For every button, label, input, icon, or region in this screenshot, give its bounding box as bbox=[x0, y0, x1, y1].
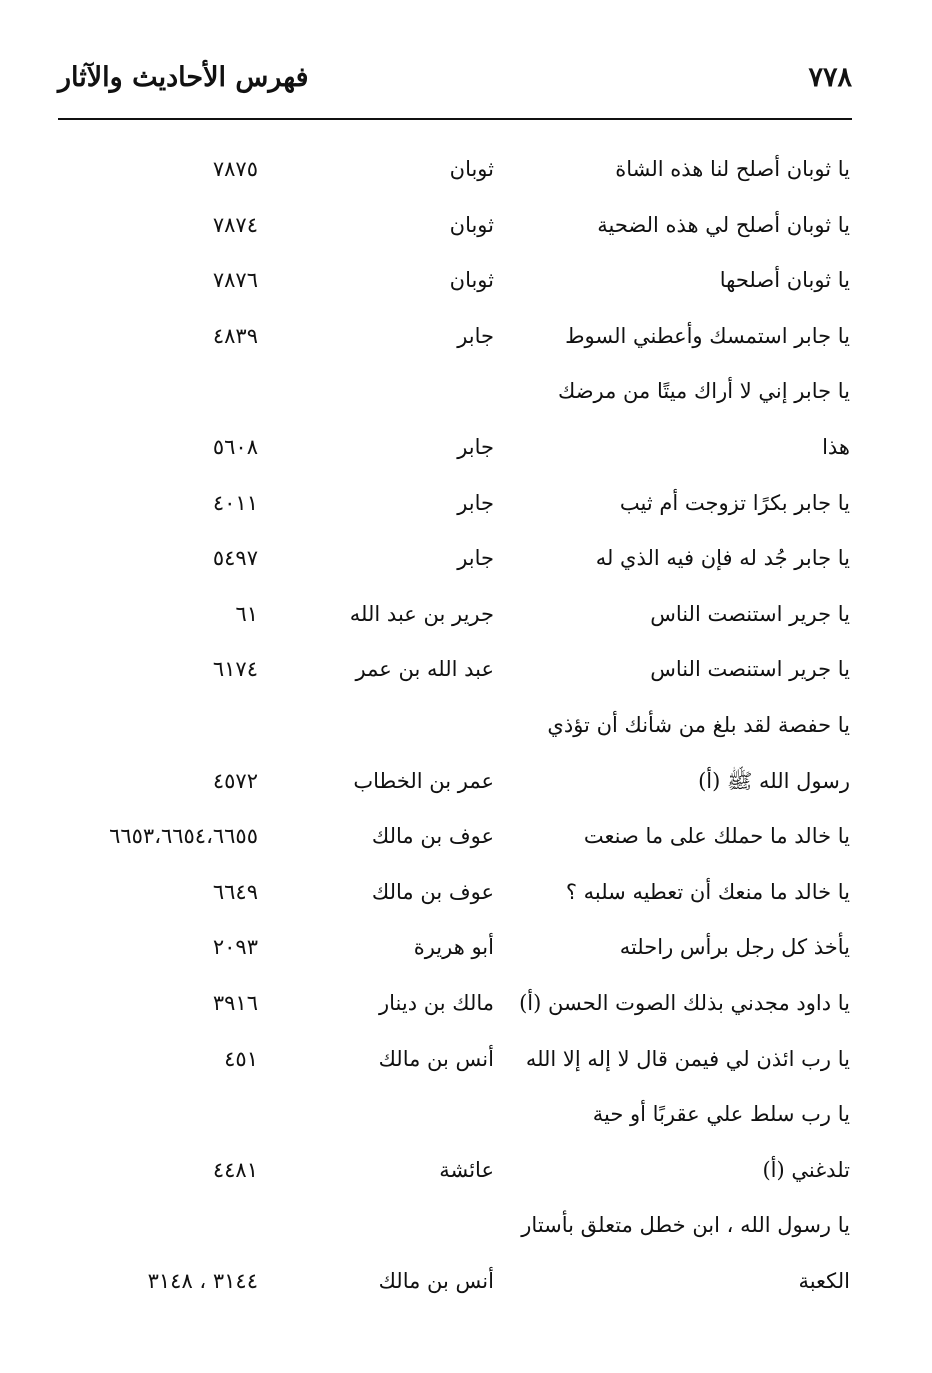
hadith-number: ٤٥١ bbox=[224, 1046, 258, 1071]
hadith-number: ٥٦٠٨ bbox=[212, 434, 258, 459]
narrator: جابر bbox=[457, 434, 494, 459]
narrator: جرير بن عبد الله bbox=[349, 601, 494, 626]
hadith-text: يا جابر استمسك وأعطني السوط bbox=[565, 323, 850, 348]
page-header bbox=[58, 62, 852, 110]
index-row bbox=[0, 1198, 932, 1254]
hadith-text: يا جابر جُد له فإن فيه الذي له bbox=[595, 546, 850, 571]
hadith-number: ٢٠٩٣ bbox=[212, 935, 258, 960]
hadith-text: يا رسول الله ، ابن خطل متعلق بأستار bbox=[521, 1213, 850, 1238]
index-row bbox=[0, 198, 932, 254]
hadith-text: يا جابر بكرًا تزوجت أم ثيب bbox=[619, 490, 850, 515]
hadith-text: هذا bbox=[822, 434, 850, 459]
hadith-number: ٣١٤٤ ، ٣١٤٨ bbox=[147, 1268, 258, 1293]
index-row bbox=[0, 1143, 932, 1199]
hadith-text: يا حفصة لقد بلغ من شأنك أن تؤذي bbox=[547, 712, 850, 737]
narrator: جابر bbox=[457, 323, 494, 348]
narrator: أنس بن مالك bbox=[378, 1046, 494, 1071]
narrator: عمر بن الخطاب bbox=[353, 768, 494, 793]
hadith-text: يا خالد ما منعك أن تعطيه سلبه ؟ bbox=[565, 879, 850, 904]
index-row bbox=[0, 1254, 932, 1310]
narrator: عائشة bbox=[439, 1157, 494, 1182]
hadith-number: ٦١ bbox=[235, 601, 258, 626]
hadith-text: يا ثوبان أصلح لنا هذه الشاة bbox=[615, 157, 850, 181]
hadith-number: ٤٠١١ bbox=[212, 490, 258, 515]
narrator: ثوبان bbox=[449, 157, 494, 181]
hadith-text: يا داود مجدني بذلك الصوت الحسن (أ) bbox=[519, 990, 850, 1015]
narrator: أبو هريرة bbox=[413, 935, 494, 960]
hadith-number: ٤٨٣٩ bbox=[212, 323, 258, 348]
page-number: ٧٧٨ bbox=[808, 62, 852, 93]
index-row bbox=[0, 865, 932, 921]
index-row bbox=[0, 364, 932, 420]
hadith-number: ٦٦٤٩ bbox=[212, 879, 258, 904]
hadith-text: يا خالد ما حملك على ما صنعت bbox=[583, 824, 850, 849]
hadith-text: يا ثوبان أصلح لي هذه الضحية bbox=[597, 212, 850, 237]
hadith-number: ٤٥٧٢ bbox=[212, 768, 258, 793]
hadith-number: ٧٨٧٦ bbox=[212, 268, 258, 293]
hadith-number: ٦١٧٤ bbox=[212, 657, 258, 682]
narrator: عوف بن مالك bbox=[371, 824, 494, 849]
index-row bbox=[0, 920, 932, 976]
index-row bbox=[0, 309, 932, 365]
hadith-text: يا رب ائذن لي فيمن قال لا إله إلا الله bbox=[525, 1046, 850, 1071]
header-divider bbox=[58, 118, 852, 120]
index-row bbox=[0, 754, 932, 810]
narrator: أنس بن مالك bbox=[378, 1268, 494, 1293]
hadith-text: يا ثوبان أصلحها bbox=[719, 268, 850, 293]
narrator: جابر bbox=[457, 490, 494, 515]
hadith-number: ٤٤٨١ bbox=[212, 1157, 258, 1182]
hadith-text: يا جابر إني لا أراك ميتًا من مرضك bbox=[558, 379, 850, 404]
hadith-number: ٧٨٧٤ bbox=[212, 212, 258, 237]
index-row bbox=[0, 1032, 932, 1088]
page-title: فهرس الأحاديث والآثار bbox=[58, 62, 309, 93]
hadith-number: ٥٤٩٧ bbox=[212, 546, 258, 571]
hadith-number: ٧٨٧٥ bbox=[212, 157, 258, 181]
index-row bbox=[0, 420, 932, 476]
hadith-number: ٣٩١٦ bbox=[212, 990, 258, 1015]
index-row bbox=[0, 1087, 932, 1143]
hadith-text: رسول الله ﷺ (أ) bbox=[698, 768, 850, 793]
hadith-text: يا رب سلط علي عقربًا أو حية bbox=[592, 1102, 850, 1127]
index-row bbox=[0, 587, 932, 643]
hadith-text: تلدغني (أ) bbox=[762, 1157, 850, 1182]
hadith-text: الكعبة bbox=[798, 1268, 850, 1293]
index-row bbox=[0, 142, 932, 198]
hadith-text: يأخذ كل رجل برأس راحلته bbox=[619, 935, 850, 960]
index-list bbox=[0, 142, 932, 1309]
narrator: جابر bbox=[457, 546, 494, 571]
index-row bbox=[0, 253, 932, 309]
hadith-text: يا جرير استنصت الناس bbox=[650, 601, 850, 626]
index-row bbox=[0, 698, 932, 754]
narrator: مالك بن دينار bbox=[379, 990, 494, 1015]
narrator: عوف بن مالك bbox=[371, 879, 494, 904]
hadith-number: ٦٦٥٣،٦٦٥٤،٦٦٥٥ bbox=[109, 824, 258, 849]
hadith-text: يا جرير استنصت الناس bbox=[650, 657, 850, 682]
index-row bbox=[0, 476, 932, 532]
index-row bbox=[0, 531, 932, 587]
narrator: عبد الله بن عمر bbox=[355, 657, 494, 682]
index-row bbox=[0, 809, 932, 865]
index-row bbox=[0, 642, 932, 698]
narrator: ثوبان bbox=[449, 268, 494, 293]
narrator: ثوبان bbox=[449, 212, 494, 237]
index-row bbox=[0, 976, 932, 1032]
